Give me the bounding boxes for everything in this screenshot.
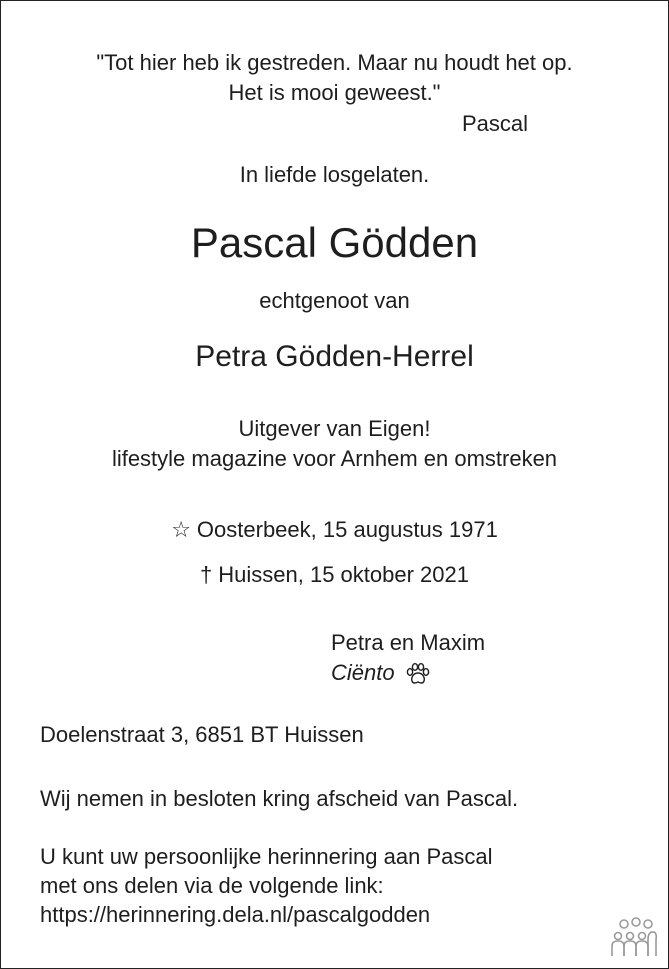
occupation-line-1: Uitgever van Eigen!: [238, 416, 431, 441]
star-outline-icon: ☆: [171, 517, 191, 542]
birth-text: Oosterbeek, 15 augustus 1971: [196, 517, 498, 542]
death-text: Huissen, 15 oktober 2021: [218, 562, 469, 587]
quote-line-1: "Tot hier heb ik gestreden. Maar nu houdt het op.: [96, 50, 573, 75]
dela-people-logo-icon: [610, 916, 658, 958]
birth-line: [0, 515, 669, 545]
paw-icon: [405, 662, 431, 686]
address: Doelenstraat 3, 6851 BT Huissen: [40, 722, 364, 747]
death-line: [0, 560, 669, 590]
ceremony-text: Wij nemen in besloten kring afscheid van Pascal.: [40, 786, 519, 811]
dagger-icon: †: [200, 562, 213, 587]
quote-line-2: Het is mooi geweest.": [228, 80, 441, 105]
spouse-name: Petra Gödden-Herrel: [195, 340, 474, 373]
memory-link[interactable]: https://herinnering.dela.nl/pascalgodden: [40, 902, 431, 927]
intro-text: In liefde losgelaten.: [239, 162, 430, 187]
quote-author: Pascal: [462, 111, 529, 136]
occupation-line-2: lifestyle magazine voor Arnhem en omstreken: [111, 446, 558, 471]
family-line-1: Petra en Maxim: [331, 630, 486, 655]
memory-line-2: met ons delen via de volgende link:: [40, 873, 384, 898]
deceased-name: Pascal Gödden: [190, 219, 479, 266]
relation-text: echtgenoot van: [259, 288, 410, 313]
memory-line-1: U kunt uw persoonlijke herinnering aan Pascal: [40, 844, 493, 869]
family-line-2: [331, 658, 431, 688]
pet-name: Ciënto: [331, 660, 395, 685]
